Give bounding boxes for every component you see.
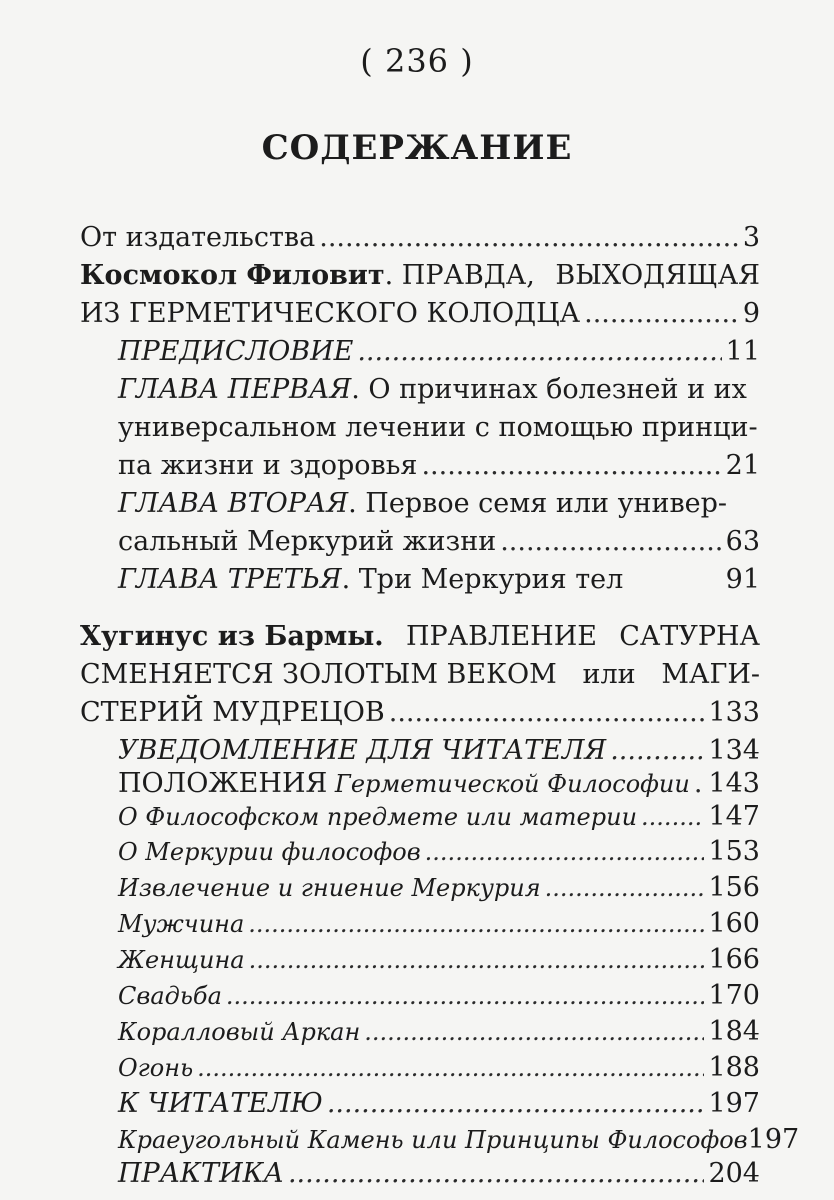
leader-dots: [364, 1018, 704, 1047]
toc-entry-page: 21: [725, 450, 760, 481]
toc-entry-page: 133: [708, 697, 760, 728]
toc-entry-notice[interactable]: [118, 735, 760, 767]
toc-section-filovit-line2[interactable]: [80, 298, 760, 330]
toc-entry-practice[interactable]: [118, 1158, 760, 1190]
work-title-part: . ПРАВДА,: [384, 260, 535, 291]
toc-entry-title: Краеугольный Камень или Принципы Философов: [118, 1126, 748, 1154]
toc-entry-title: К ЧИТАТЕЛЮ: [118, 1088, 323, 1119]
leader-dots: [584, 298, 739, 330]
work-title-part: или: [582, 659, 636, 690]
page-number: ( 236 ): [360, 42, 474, 80]
toc-entry-ch3[interactable]: [118, 564, 760, 596]
toc-entry-title: ПОЛОЖЕНИЯ: [118, 768, 328, 799]
leader-dots: [248, 910, 704, 939]
toc-entry-title: Женщина: [118, 946, 245, 974]
toc-entry-title: ПРАКТИКА: [118, 1158, 284, 1189]
toc-entry-page: 156: [708, 872, 760, 903]
toc-section-filovit-line1[interactable]: [80, 260, 760, 292]
author-name: Космокол Филовит: [80, 260, 385, 291]
toc-entry-ch2-line2[interactable]: [118, 526, 760, 558]
leader-dots: [421, 450, 721, 482]
toc-entry-publisher[interactable]: [80, 222, 760, 254]
leader-dots: [249, 946, 705, 975]
work-title-part: САТУРНА: [619, 621, 760, 652]
leader-dots: [641, 803, 704, 832]
toc-entry-arcanum[interactable]: [118, 1016, 760, 1048]
toc-entry-page: 188: [708, 1052, 760, 1083]
leader-dots: [226, 982, 705, 1011]
work-title-part: МАГИ-: [661, 659, 760, 690]
toc-entry-page: 147: [708, 801, 760, 832]
toc-entry-ch1-line2[interactable]: [118, 412, 760, 444]
toc-entry-page: 204: [708, 1158, 760, 1189]
contents-heading: СОДЕРЖАНИЕ: [261, 128, 573, 168]
toc-entry-page: 197: [747, 1124, 800, 1155]
leader-dots: [389, 697, 705, 729]
chapter-label: ГЛАВА ПЕРВАЯ: [118, 374, 352, 405]
leader-dots: [197, 1054, 704, 1083]
toc-entry-ch2-line1[interactable]: [118, 488, 760, 520]
toc-entry-page: 134: [708, 735, 760, 766]
chapter-title-part: . Три Меркурия тел: [341, 564, 624, 595]
leader-dots: [610, 735, 704, 767]
leader-dots: [694, 768, 705, 800]
toc-entry-page: 63: [725, 526, 760, 557]
toc-entry-fire[interactable]: [118, 1052, 760, 1084]
toc-entry-title: Свадьба: [118, 982, 222, 1010]
toc-entry-page: 166: [708, 944, 760, 975]
toc-entry-preface[interactable]: [118, 336, 760, 368]
leader-dots: [357, 336, 721, 368]
toc-entry-page: 11: [725, 336, 760, 367]
leader-dots: [545, 874, 705, 903]
toc-entry-positions[interactable]: [118, 768, 760, 800]
work-title-part: ВЫХОДЯЩАЯ: [555, 260, 760, 291]
leader-dots: [425, 838, 705, 867]
toc-entry-page: 91: [725, 564, 760, 595]
toc-entry-title: От издательства: [80, 222, 316, 253]
toc-entry-page: 184: [708, 1016, 760, 1047]
toc-entry-page: 9: [742, 298, 760, 329]
toc-entry-to-reader[interactable]: [118, 1088, 760, 1120]
work-title-part: ИЗ ГЕРМЕТИЧЕСКОГО КОЛОДЦА: [80, 298, 581, 329]
toc-entry-ch1-line3[interactable]: [118, 450, 760, 482]
toc-entry-page: 3: [742, 222, 760, 253]
toc-entry-page: 153: [708, 836, 760, 867]
toc-entry-title: О Меркурии философов: [118, 838, 421, 866]
work-title-part: ПРАВЛЕНИЕ: [405, 621, 597, 652]
toc-entry-title: Мужчина: [118, 910, 245, 938]
chapter-label: ГЛАВА ТРЕТЬЯ: [118, 564, 342, 595]
toc-entry-page: 143: [708, 768, 760, 799]
leader-dots: [500, 526, 721, 558]
toc-entry-woman[interactable]: [118, 944, 760, 976]
work-title-part: СМЕНЯЕТСЯ ЗОЛОТЫМ ВЕКОМ: [80, 659, 557, 690]
chapter-title-part: сальный Меркурий жизни: [118, 526, 497, 557]
toc-entry-extraction[interactable]: [118, 872, 760, 904]
chapter-label: ГЛАВА ВТОРАЯ: [118, 488, 349, 519]
toc-section-huginus-line3[interactable]: [80, 697, 760, 729]
toc-entry-title: УВЕДОМЛЕНИЕ ДЛЯ ЧИТАТЕЛЯ: [118, 735, 607, 766]
toc-entry-title: О Философском предмете или материи: [118, 803, 638, 831]
toc-entry-subtitle: Герметической Философии: [327, 770, 690, 798]
toc-entry-title: Огонь: [118, 1054, 194, 1082]
toc-entry-mercury[interactable]: [118, 836, 760, 868]
toc-section-huginus-line1[interactable]: [80, 621, 760, 653]
leader-dots: [319, 222, 739, 254]
toc-entry-cornerstone[interactable]: [118, 1124, 800, 1156]
toc-section-huginus-line2[interactable]: [80, 659, 760, 691]
chapter-title-part: универсальном лечении с помощью принци-: [118, 412, 758, 443]
leader-dots: [327, 1088, 705, 1120]
chapter-title-part: па жизни и здоровья: [118, 450, 418, 481]
toc-entry-ch1-line1[interactable]: [118, 374, 760, 406]
work-title-part: СТЕРИЙ МУДРЕЦОВ: [80, 697, 385, 728]
toc-entry-wedding[interactable]: [118, 980, 760, 1012]
toc-entry-title: ПРЕДИСЛОВИЕ: [118, 336, 354, 367]
chapter-title-part: . О причинах болезней и их: [351, 374, 747, 405]
toc-entry-title: Коралловый Аркан: [118, 1018, 361, 1046]
author-name: Хугинус из Бармы.: [80, 621, 384, 652]
toc-entry-page: 170: [708, 980, 760, 1011]
chapter-title-part: . Первое семя или универ-: [348, 488, 728, 519]
toc-entry-man[interactable]: [118, 908, 760, 940]
leader-dots: [288, 1158, 704, 1190]
toc-entry-subject[interactable]: [118, 801, 760, 833]
toc-entry-title: Извлечение и гниение Меркурия: [118, 874, 541, 902]
toc-entry-page: 197: [708, 1088, 760, 1119]
toc-entry-page: 160: [708, 908, 760, 939]
